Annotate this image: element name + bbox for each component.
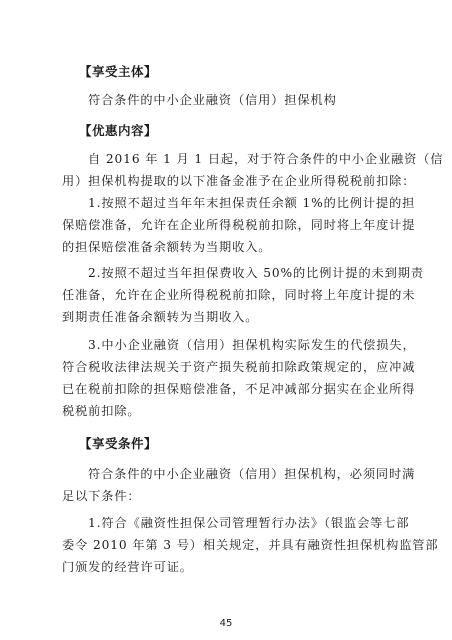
paragraph-line: 用）担保机构提取的以下准备金准予在企业所得税税前扣除： xyxy=(62,174,416,188)
paragraph-line: 已在税前扣除的担保赔偿准备，不足冲减部分据实在企业所得 xyxy=(62,382,416,396)
paragraph-line: 符合条件的中小企业融资（信用）担保机构 xyxy=(88,93,337,107)
paragraph-line: 到期责任准备余额转为当期收入。 xyxy=(62,310,259,324)
paragraph-line: 2.按照不超过当年担保费收入 50%的比例计提的未到期责 xyxy=(88,266,424,280)
paragraph-line: 3.中小企业融资（信用）担保机构实际发生的代偿损失， xyxy=(88,338,416,352)
paragraph-line: 符合税收法律法规关于资产损失税前扣除政策规定的，应冲减 xyxy=(62,360,416,374)
paragraph-line: 税税前扣除。 xyxy=(62,404,141,418)
section-heading-beneficiary: 【享受主体】 xyxy=(79,64,158,79)
paragraph-line: 1.符合《融资性担保公司管理暂行办法》（银监会等七部 xyxy=(88,516,410,530)
paragraph-line: 保赔偿准备，允许在企业所得税税前扣除，同时将上年度计提 xyxy=(62,218,416,232)
section-heading-preferential-content: 【优惠内容】 xyxy=(79,123,158,138)
paragraph-line: 符合条件的中小企业融资（信用）担保机构，必须同时满 xyxy=(88,467,416,481)
paragraph-line: 门颁发的经营许可证。 xyxy=(62,560,193,574)
page-number: 45 xyxy=(219,618,233,629)
section-heading-conditions: 【享受条件】 xyxy=(79,436,158,451)
paragraph-line: 足以下条件： xyxy=(62,489,141,503)
paragraph-line: 自 2016 年 1 月 1 日起，对于符合条件的中小企业融资（信 xyxy=(88,152,444,166)
paragraph-line: 任准备，允许在企业所得税税前扣除，同时将上年度计提的未 xyxy=(62,288,416,302)
paragraph-line: 的担保赔偿准备余额转为当期收入。 xyxy=(62,240,272,254)
paragraph-line: 1.按照不超过当年年末担保责任余额 1%的比例计提的担 xyxy=(88,196,416,210)
paragraph-line: 委令 2010 年第 3 号）相关规定，并具有融资性担保机构监管部 xyxy=(62,538,439,552)
